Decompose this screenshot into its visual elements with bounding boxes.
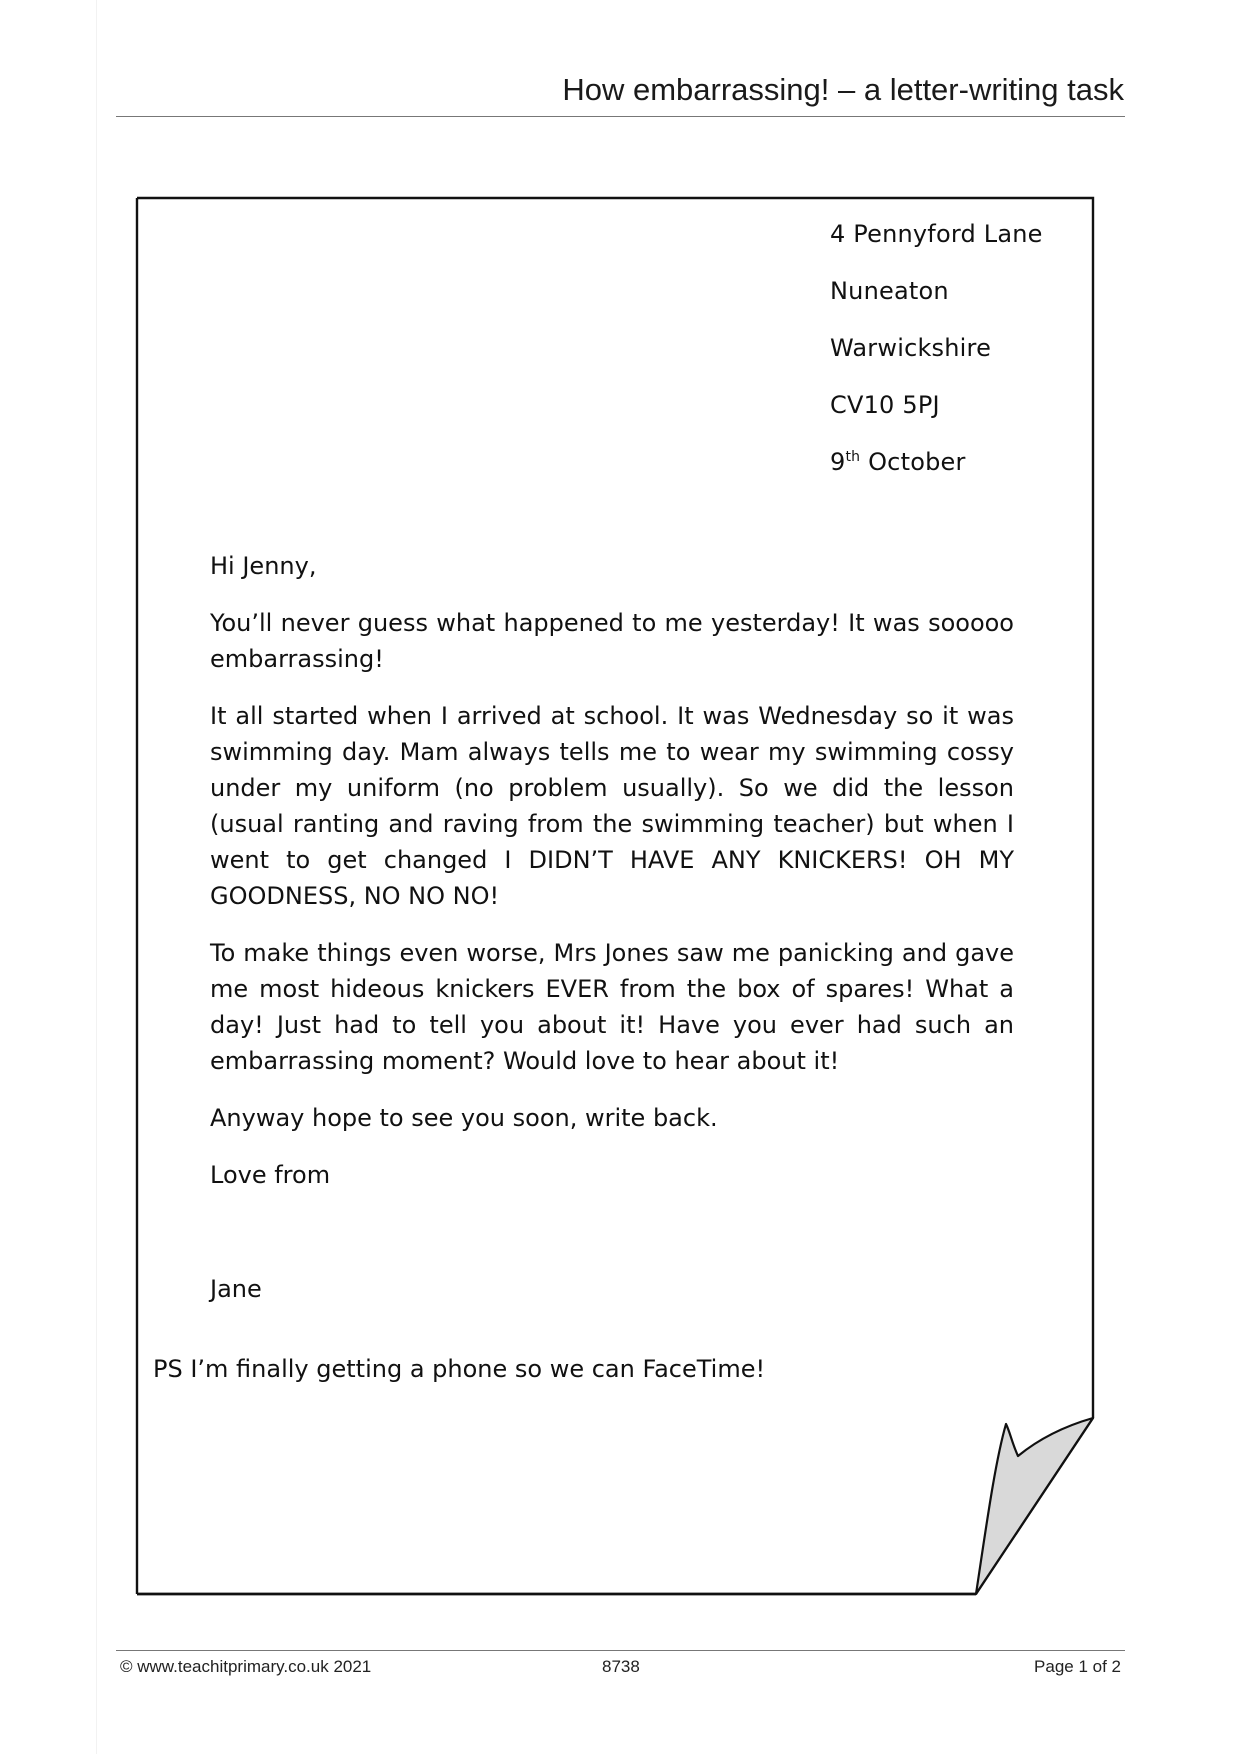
address-line: Nuneaton	[830, 277, 949, 305]
sign-off: Love from	[210, 1161, 331, 1189]
address-line: 4 Pennyford Lane	[830, 220, 1043, 248]
footer-resource-code: 8738	[602, 1657, 640, 1676]
footer-page-number: Page 1 of 2	[1034, 1657, 1121, 1676]
letter-body	[210, 548, 1014, 1328]
date-month: October	[868, 448, 966, 476]
address-line: CV10 5PJ	[830, 391, 940, 419]
sender-address	[830, 206, 1043, 491]
address-line: Warwickshire	[830, 334, 992, 362]
footer-copyright: © www.teachitprimary.co.uk 2021	[120, 1657, 372, 1676]
letter-paragraph: To make things even worse, Mrs Jones saw me panicking and gave me most hideous knickers EVER from the box of spares! What a day! Just had to tell you about it! Have you ever had such an embarrassing moment? Would love to hear about it!	[210, 939, 1014, 1075]
date-suffix: th	[845, 449, 861, 465]
page-title: How embarrassing! – a letter-writing task	[562, 72, 1124, 107]
footer-divider	[116, 1650, 1125, 1651]
postscript: PS I’m finally getting a phone so we can FaceTime!	[153, 1355, 766, 1383]
page-footer	[116, 1657, 1125, 1687]
letter-paragraph: It all started when I arrived at school. It was Wednesday so it was swimming day. Mam always tells me to wear my swimming cossy under my uniform (no problem usually). So we did the lesson (usual ranting and raving from the swimming teacher) but when I went to get changed I DIDN’T HAVE ANY KNICKERS! OH MY GOODNESS, NO NO NO!	[210, 702, 1014, 910]
letter-date	[830, 434, 1043, 491]
greeting: Hi Jenny,	[210, 552, 317, 580]
signature: Jane	[210, 1275, 262, 1303]
letter-paragraph: Anyway hope to see you soon, write back.	[210, 1104, 718, 1132]
date-day: 9	[830, 448, 846, 476]
letter-paragraph: You’ll never guess what happened to me yesterday! It was sooooo embarrassing!	[210, 609, 1014, 673]
